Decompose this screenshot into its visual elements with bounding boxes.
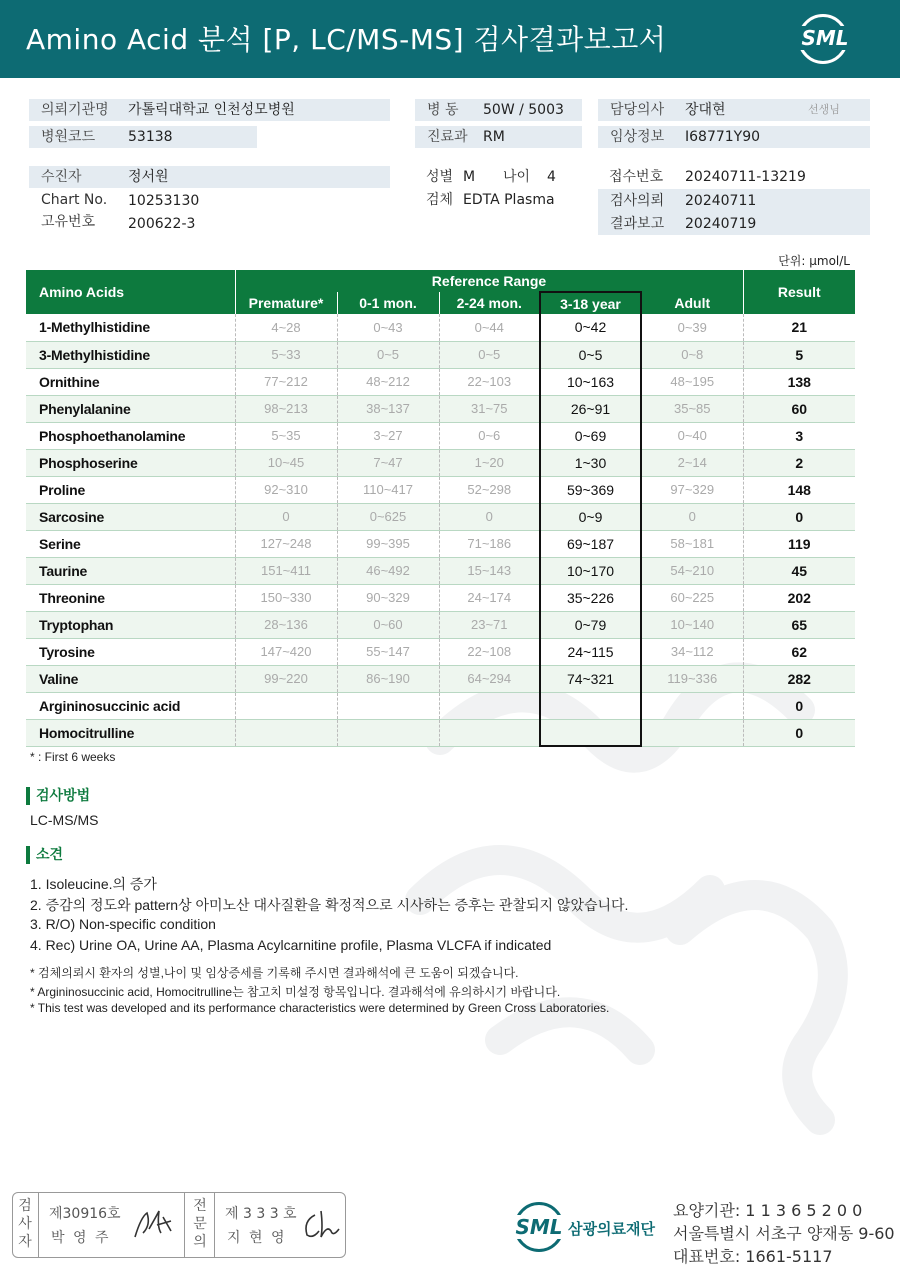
range-0-1-mon: 38~137 xyxy=(337,395,439,422)
dept-value: RM xyxy=(483,129,505,145)
request-label: 검사의뢰 xyxy=(610,193,665,209)
amino-acid-row xyxy=(26,530,855,557)
range-0-1-mon xyxy=(337,719,439,746)
receipt-value: 20240711-13219 xyxy=(685,169,806,185)
amino-acid-name: Phenylalanine xyxy=(26,395,235,422)
institution-value: 가톨릭대학교 인천성모병원 xyxy=(128,102,295,118)
amino-acid-name: 1-Methylhistidine xyxy=(26,314,235,341)
sub-header-2-24-mon: 2-24 mon. xyxy=(439,292,540,314)
amino-acid-row xyxy=(26,395,855,422)
address: 서울특별시 서초구 양재동 9-60 xyxy=(673,1224,895,1243)
range-premature xyxy=(235,719,337,746)
finding-item: 4. Rec) Urine OA, Urine AA, Plasma Acylcarnitine profile, Plasma VLCFA if indicated xyxy=(30,937,552,953)
finding-item: 1. Isoleucine.의 증가 xyxy=(30,876,157,892)
ward-label: 병 동 xyxy=(427,102,459,118)
examiner-name: 박 영 주 xyxy=(51,1230,111,1246)
col-result: Result xyxy=(743,270,855,314)
range-0-1-mon: 0~43 xyxy=(337,314,439,341)
range-0-1-mon: 99~395 xyxy=(337,530,439,557)
range-premature: 147~420 xyxy=(235,638,337,665)
range-2-24-mon: 31~75 xyxy=(439,395,540,422)
result-value: 0 xyxy=(743,503,855,530)
sub-header-adult: Adult xyxy=(641,292,743,314)
amino-acid-name: Tryptophan xyxy=(26,611,235,638)
range-premature: 77~212 xyxy=(235,368,337,395)
range-premature: 4~28 xyxy=(235,314,337,341)
range-3-18-year: 35~226 xyxy=(540,584,641,611)
range-adult: 0~8 xyxy=(641,341,743,368)
examiner-label: 검사자 xyxy=(18,1198,32,1250)
result-value: 0 xyxy=(743,719,855,746)
specialist-label-cell xyxy=(185,1193,215,1257)
amino-acid-name: Argininosuccinic acid xyxy=(26,692,235,719)
col-reference-range: Reference Range xyxy=(235,270,743,292)
amino-acid-name: 3-Methylhistidine xyxy=(26,341,235,368)
range-3-18-year: 0~9 xyxy=(540,503,641,530)
patient-value: 정서원 xyxy=(128,169,169,185)
range-2-24-mon: 22~108 xyxy=(439,638,540,665)
range-0-1-mon: 86~190 xyxy=(337,665,439,692)
range-adult xyxy=(641,692,743,719)
result-value: 0 xyxy=(743,692,855,719)
range-adult: 60~225 xyxy=(641,584,743,611)
range-2-24-mon: 24~174 xyxy=(439,584,540,611)
range-0-1-mon xyxy=(337,692,439,719)
range-0-1-mon: 0~5 xyxy=(337,341,439,368)
amino-acid-table xyxy=(26,270,855,747)
result-value: 45 xyxy=(743,557,855,584)
result-value: 148 xyxy=(743,476,855,503)
amino-acid-name: Phosphoserine xyxy=(26,449,235,476)
report-label: 결과보고 xyxy=(610,216,665,232)
range-premature: 98~213 xyxy=(235,395,337,422)
specialist-name: 지 현 영 xyxy=(227,1230,287,1246)
amino-acid-row xyxy=(26,638,855,665)
range-3-18-year: 24~115 xyxy=(540,638,641,665)
range-premature: 99~220 xyxy=(235,665,337,692)
specimen-label: 검체 xyxy=(426,192,454,208)
sub-header-0-1-mon: 0-1 mon. xyxy=(337,292,439,314)
range-3-18-year: 26~91 xyxy=(540,395,641,422)
col-amino-acids: Amino Acids xyxy=(26,270,235,314)
range-3-18-year: 74~321 xyxy=(540,665,641,692)
result-value: 2 xyxy=(743,449,855,476)
chart-value: 10253130 xyxy=(128,193,200,209)
range-3-18-year: 0~69 xyxy=(540,422,641,449)
amino-acid-row xyxy=(26,341,855,368)
range-premature: 150~330 xyxy=(235,584,337,611)
amino-acid-name: Sarcosine xyxy=(26,503,235,530)
specialist-cell xyxy=(215,1193,345,1257)
amino-acid-name: Ornithine xyxy=(26,368,235,395)
range-adult: 10~140 xyxy=(641,611,743,638)
clinical-label: 임상정보 xyxy=(610,129,665,145)
result-value: 21 xyxy=(743,314,855,341)
amino-acid-rows xyxy=(26,314,855,746)
range-0-1-mon: 0~625 xyxy=(337,503,439,530)
amino-acid-name: Tyrosine xyxy=(26,638,235,665)
footer-logo-mark: SML xyxy=(510,1215,568,1239)
range-premature: 5~33 xyxy=(235,341,337,368)
sub-header-3-18-year: 3-18 year xyxy=(540,292,641,314)
sub-header-premature: Premature* xyxy=(235,292,337,314)
method-text: LC-MS/MS xyxy=(30,812,99,828)
footer-org-name: 삼광의료재단 xyxy=(568,1220,655,1238)
note-item: * 검체의뢰시 환자의 성별,나이 및 임상증세를 기록해 주시면 결과해석에 큰 도움이 되겠습니다. xyxy=(30,966,519,980)
range-adult: 0 xyxy=(641,503,743,530)
range-adult: 48~195 xyxy=(641,368,743,395)
range-premature: 28~136 xyxy=(235,611,337,638)
result-value: 282 xyxy=(743,665,855,692)
range-0-1-mon: 0~60 xyxy=(337,611,439,638)
care-institution-no: 요양기관: 1 1 3 6 5 2 0 0 xyxy=(673,1201,863,1220)
result-value: 60 xyxy=(743,395,855,422)
range-adult: 35~85 xyxy=(641,395,743,422)
receipt-label: 접수번호 xyxy=(609,169,664,185)
ward-value: 50W / 5003 xyxy=(483,102,564,118)
range-2-24-mon: 52~298 xyxy=(439,476,540,503)
specialist-license-no: 제 3 3 3 호 xyxy=(225,1206,297,1222)
range-3-18-year xyxy=(540,692,641,719)
amino-acid-name: Phosphoethanolamine xyxy=(26,422,235,449)
age-value: 4 xyxy=(547,169,556,185)
range-3-18-year: 10~170 xyxy=(540,557,641,584)
range-adult: 34~112 xyxy=(641,638,743,665)
range-2-24-mon: 0~44 xyxy=(439,314,540,341)
institution-label: 의뢰기관명 xyxy=(41,102,109,118)
note-item: * Argininosuccinic acid, Homocitrulline는 참고치 미설정 항목입니다. 결과해석에 유의하시기 바랍니다. xyxy=(30,985,561,999)
range-adult xyxy=(641,719,743,746)
doctor-label: 담당의사 xyxy=(610,102,665,118)
range-2-24-mon xyxy=(439,719,540,746)
range-3-18-year: 1~30 xyxy=(540,449,641,476)
clinical-value: I68771Y90 xyxy=(685,129,761,145)
range-2-24-mon: 22~103 xyxy=(439,368,540,395)
result-value: 65 xyxy=(743,611,855,638)
table-footnote: * : First 6 weeks xyxy=(30,750,116,764)
amino-acid-row xyxy=(26,692,855,719)
range-adult: 0~40 xyxy=(641,422,743,449)
unique-value: 200622-3 xyxy=(128,216,196,232)
amino-acid-row xyxy=(26,611,855,638)
range-0-1-mon: 7~47 xyxy=(337,449,439,476)
examiner-license-no: 제30916호 xyxy=(49,1206,121,1222)
range-premature: 10~45 xyxy=(235,449,337,476)
result-value: 5 xyxy=(743,341,855,368)
phone: 대표번호: 1661-5117 xyxy=(673,1247,833,1266)
method-section-title: 검사방법 xyxy=(26,787,90,805)
range-2-24-mon: 0~5 xyxy=(439,341,540,368)
signature-box xyxy=(12,1192,346,1258)
amino-acid-name: Proline xyxy=(26,476,235,503)
patient-row xyxy=(29,166,390,188)
amino-acid-name: Taurine xyxy=(26,557,235,584)
dept-label: 진료과 xyxy=(427,129,468,145)
range-2-24-mon: 23~71 xyxy=(439,611,540,638)
amino-acid-name: Valine xyxy=(26,665,235,692)
doctor-value: 장대현 xyxy=(685,102,726,118)
chart-label: Chart No. xyxy=(41,192,108,208)
logo-text: SML xyxy=(796,26,854,50)
range-adult: 97~329 xyxy=(641,476,743,503)
age-label: 나이 xyxy=(503,169,531,185)
result-value: 202 xyxy=(743,584,855,611)
result-value: 119 xyxy=(743,530,855,557)
range-premature: 0 xyxy=(235,503,337,530)
range-3-18-year: 0~42 xyxy=(540,314,641,341)
range-premature: 127~248 xyxy=(235,530,337,557)
result-value: 62 xyxy=(743,638,855,665)
report-header-bar xyxy=(0,0,900,78)
range-premature: 5~35 xyxy=(235,422,337,449)
amino-acid-row xyxy=(26,449,855,476)
examiner-cell xyxy=(39,1193,185,1257)
finding-item: 3. R/O) Non-specific condition xyxy=(30,916,216,932)
specialist-signature xyxy=(301,1207,343,1243)
doctor-suffix: 선생님 xyxy=(808,103,840,116)
range-premature: 92~310 xyxy=(235,476,337,503)
specialist-label: 전문의 xyxy=(193,1198,207,1250)
amino-acid-row xyxy=(26,368,855,395)
range-0-1-mon: 46~492 xyxy=(337,557,439,584)
amino-acid-name: Serine xyxy=(26,530,235,557)
amino-acid-row xyxy=(26,476,855,503)
range-2-24-mon: 0 xyxy=(439,503,540,530)
range-2-24-mon xyxy=(439,692,540,719)
range-3-18-year: 0~5 xyxy=(540,341,641,368)
range-3-18-year: 59~369 xyxy=(540,476,641,503)
amino-acid-row xyxy=(26,314,855,341)
range-adult: 0~39 xyxy=(641,314,743,341)
amino-acid-name: Homocitrulline xyxy=(26,719,235,746)
examiner-label-cell xyxy=(13,1193,39,1257)
hospital-code-value: 53138 xyxy=(128,129,173,145)
unique-label: 고유번호 xyxy=(41,214,96,230)
range-2-24-mon: 64~294 xyxy=(439,665,540,692)
range-2-24-mon: 15~143 xyxy=(439,557,540,584)
range-0-1-mon: 3~27 xyxy=(337,422,439,449)
amino-acid-row xyxy=(26,584,855,611)
report-value: 20240719 xyxy=(685,216,757,232)
range-premature xyxy=(235,692,337,719)
range-0-1-mon: 110~417 xyxy=(337,476,439,503)
note-item: * This test was developed and its performance characteristics were determined by Green Cross Laboratories. xyxy=(30,1001,610,1015)
range-2-24-mon: 71~186 xyxy=(439,530,540,557)
range-3-18-year: 69~187 xyxy=(540,530,641,557)
range-3-18-year: 10~163 xyxy=(540,368,641,395)
unit-label: 단위: μmol/L xyxy=(778,254,850,268)
range-2-24-mon: 0~6 xyxy=(439,422,540,449)
sex-label: 성별 xyxy=(426,169,454,185)
amino-acid-row xyxy=(26,665,855,692)
range-0-1-mon: 90~329 xyxy=(337,584,439,611)
amino-acid-row xyxy=(26,557,855,584)
range-3-18-year xyxy=(540,719,641,746)
range-3-18-year: 0~79 xyxy=(540,611,641,638)
examiner-signature xyxy=(131,1207,175,1243)
result-value: 138 xyxy=(743,368,855,395)
finding-item: 2. 증감의 정도와 pattern상 아미노산 대사질환을 확정적으로 시사하는 증후는 관찰되지 않았습니다. xyxy=(30,897,629,913)
amino-acid-row xyxy=(26,719,855,746)
range-0-1-mon: 48~212 xyxy=(337,368,439,395)
hospital-code-label: 병원코드 xyxy=(41,129,96,145)
range-adult: 2~14 xyxy=(641,449,743,476)
range-adult: 54~210 xyxy=(641,557,743,584)
range-adult: 119~336 xyxy=(641,665,743,692)
findings-section-title: 소견 xyxy=(26,846,63,864)
patient-label: 수진자 xyxy=(41,169,82,185)
sml-logo xyxy=(796,14,854,64)
amino-acid-row xyxy=(26,503,855,530)
request-value: 20240711 xyxy=(685,193,757,209)
range-premature: 151~411 xyxy=(235,557,337,584)
specimen-value: EDTA Plasma xyxy=(463,192,555,208)
amino-acid-row xyxy=(26,422,855,449)
range-adult: 58~181 xyxy=(641,530,743,557)
range-0-1-mon: 55~147 xyxy=(337,638,439,665)
report-title: Amino Acid 분석 [P, LC/MS-MS] 검사결과보고서 xyxy=(26,23,667,56)
sex-value: M xyxy=(463,169,476,185)
range-2-24-mon: 1~20 xyxy=(439,449,540,476)
result-value: 3 xyxy=(743,422,855,449)
amino-acid-name: Threonine xyxy=(26,584,235,611)
footer-sml-logo xyxy=(510,1202,665,1254)
